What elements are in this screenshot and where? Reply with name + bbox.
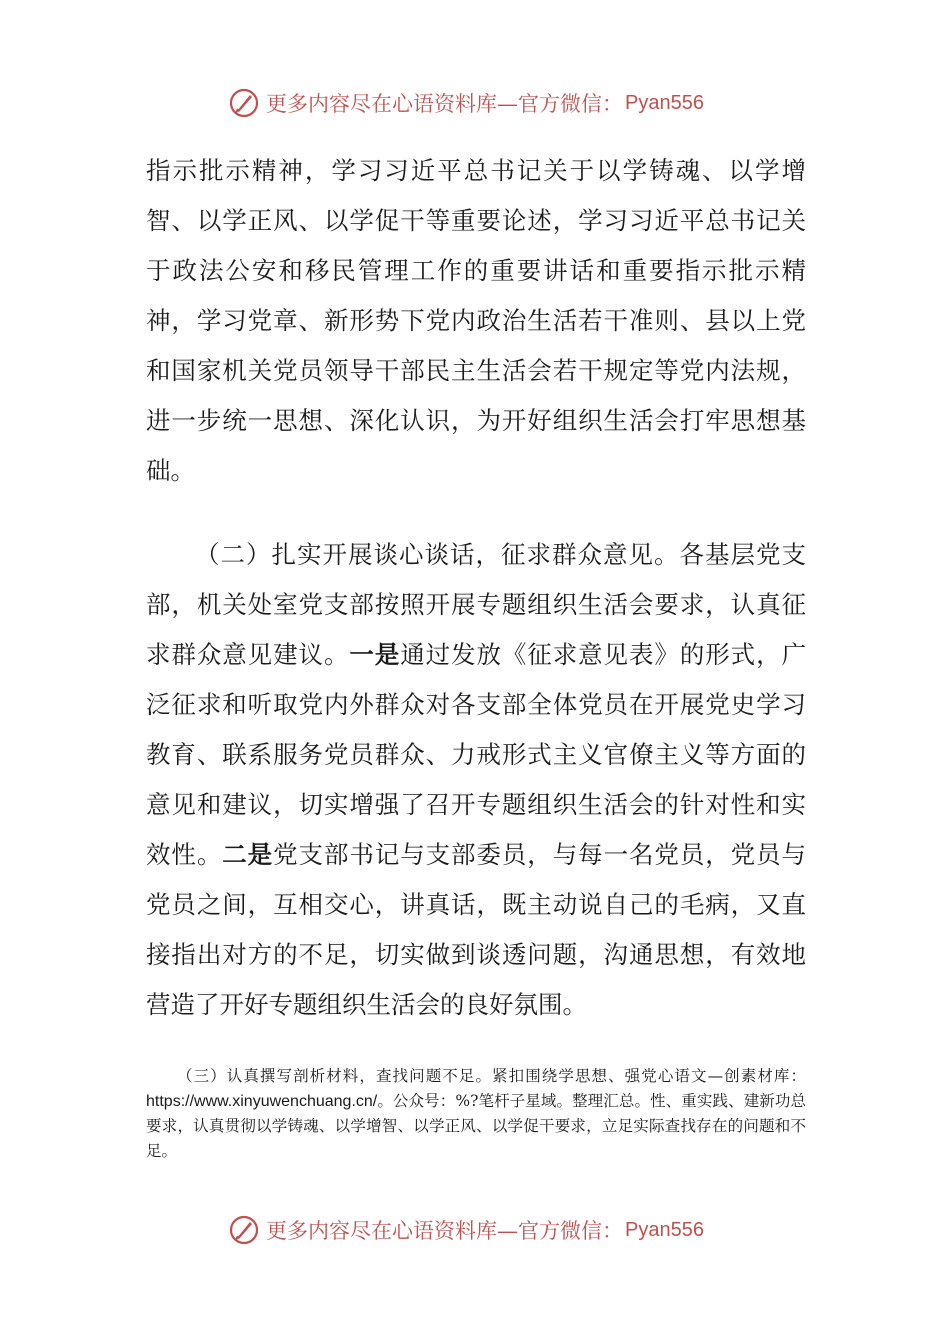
paragraph-3: [146, 1064, 806, 1164]
quill-logo-icon: [228, 87, 260, 119]
paragraph-2-bold-first: 一是: [349, 640, 401, 669]
paragraph-3-tail: 。公众号：%?笔杆子星域。整理汇总。性、重实践、建新功总要求，认真贯彻以学铸魂、以学增智、以学正风、以学促干要求，立足实际查找存在的问题和不足。: [146, 1092, 806, 1160]
paragraph-2-lead: （二）扎实开展谈心谈话，征求群众意见。各基层党支部，机关处室党支部按照开展专题组织生活会要求，认真征求群众意见建议。: [146, 540, 806, 669]
paragraph-3-url: https://www.xinyuwenchuang.cn/: [146, 1093, 378, 1110]
footer-banner-text: 更多内容尽在心语资料库—官方微信：: [266, 1219, 623, 1243]
paragraph-2-mid: 通过发放《征求意见表》的形式，广泛征求和听取党内外群众对各支部全体党员在开展党史学习教育、联系服务党员群众、力戒形式主义官僚主义等方面的意见和建议，切实增强了召开专题组织生活会的针对性和实效性。: [146, 640, 807, 869]
header-banner: [228, 85, 704, 121]
footer-banner: [228, 1212, 704, 1248]
footer-banner-wechat-id: Pyan556: [625, 1218, 704, 1241]
paragraph-1: 指示批示精神，学习习近平总书记关于以学铸魂、以学增智、以学正风、以学促干等重要论述，学习习近平总书记关于政法公安和移民管理工作的重要讲话和重要指示批示精神，学习党章、新形势下党内政治生活若干准则、县以上党和国家机关党员领导干部民主生活会若干规定等党内法规，进一步统一思想、深化认识，为开好组织生活会打牢思想基础。: [146, 156, 806, 485]
header-banner-wechat-id: Pyan556: [625, 91, 704, 114]
quill-logo-icon: [228, 1214, 260, 1246]
header-banner-text: 更多内容尽在心语资料库—官方微信：: [266, 92, 623, 116]
paragraph-2-bold-second: 二是: [222, 840, 274, 869]
paragraph-3-lead: （三）认真撰写剖析材料，查找问题不足。紧扣围绕学思想、强党心语文—创素材库：: [177, 1067, 806, 1085]
paragraph-2: [146, 530, 806, 1030]
paragraph-2-tail: 党支部书记与支部委员，与每一名党员，党员与党员之间，互相交心，讲真话，既主动说自己的毛病，又直接指出对方的不足，切实做到谈透问题，沟通思想，有效地营造了开好专题组织生活会的良好氛围。: [146, 840, 807, 1019]
